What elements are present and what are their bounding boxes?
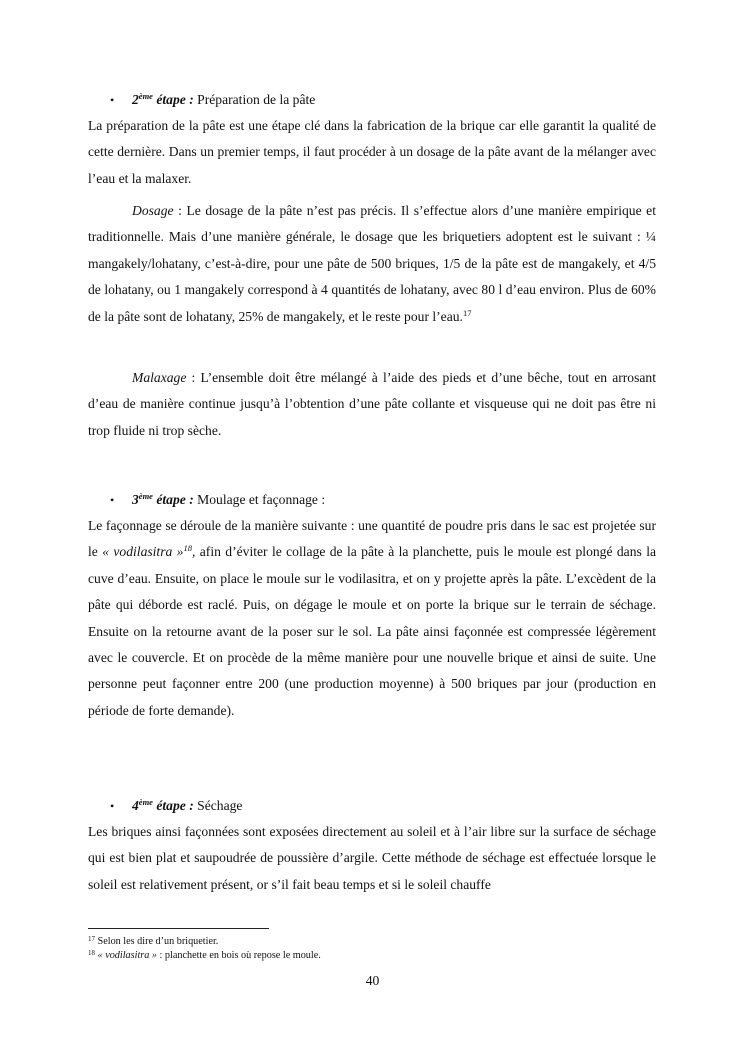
section-heading-2	[110, 90, 315, 110]
step-number: 4	[132, 798, 139, 813]
paragraph-sechage: Les briques ainsi façonnées sont exposées directement au soleil et à l’air libre sur la surface de séchage qui est bien plat et saupoudrée de poussière d’argile. Cette méthode de séchage est effectuée lorsque le soleil est relativement présent, or s’il fait beau temps et si le soleil chauffe	[88, 824, 656, 892]
section-title: Séchage	[197, 798, 243, 813]
footnote-term: « vodilasitra »	[97, 950, 157, 961]
footnote-18	[88, 949, 321, 962]
step-label: étape :	[156, 492, 194, 507]
bullet-icon: •	[110, 799, 115, 813]
footnote-ref-17[interactable]: 17	[462, 307, 472, 318]
footnote-number: 17	[88, 935, 95, 943]
bullet-icon: •	[110, 493, 115, 507]
footnote-number: 18	[88, 949, 95, 957]
step-label: étape :	[156, 798, 194, 813]
footnote-text: : planchette en bois où repose le moule.	[156, 950, 321, 961]
section-heading-3	[110, 490, 325, 510]
vodilasitra-term: « vodilasitra »	[102, 544, 184, 560]
moulage-text-before: Le façonnage se déroule de la manière suivante : une quantité de poudre pris dans le sac est projetée sur le	[88, 518, 656, 560]
bullet-icon: •	[110, 93, 115, 107]
paragraph-preparation-intro: La préparation de la pâte est une étape clé dans la fabrication de la brique car elle garantit la qualité de cette dernière. Dans un premier temps, il faut procéder à un dosage de la pâte avant de la mélanger avec l’eau et la malaxer.	[88, 118, 656, 186]
page-number: 40	[365, 973, 380, 988]
step-label: étape :	[156, 92, 194, 107]
dosage-term: Dosage	[132, 203, 174, 218]
step-superscript: ème	[138, 91, 153, 101]
section-title: Moulage et façonnage :	[197, 492, 326, 507]
paragraph-moulage	[88, 513, 656, 724]
section-title: Préparation de la pâte	[197, 92, 316, 107]
footnote-ref-18[interactable]: 18	[183, 543, 192, 554]
step-number: 2	[132, 92, 139, 107]
malaxage-term: Malaxage	[132, 370, 187, 385]
footnote-text: Selon les dire d’un briquetier.	[97, 936, 219, 947]
paragraph-malaxage	[88, 365, 656, 444]
footnote-separator	[88, 928, 269, 929]
footnote-17	[88, 935, 218, 948]
step-number: 3	[132, 492, 139, 507]
step-superscript: ème	[138, 797, 153, 807]
moulage-text-after: afin d’éviter le collage de la pâte à la planchette, puis le moule est plongé dans la cuve d’eau. Ensuite, on place le moule sur le vodilasitra, et on y projette après la pâte. L’excèdent de la pâte qui déborde est raclé. Puis, on dégage le moule et on porte la brique sur le terrain de séchage. Ensuite on la retourne avant de la poser sur le sol. La pâte ainsi façonnée est compressée légèrement avec le couvercle. Et on procède de la même manière pour une nouvelle brique et ainsi de suite. Une personne peut façonner entre 200 (une production moyenne) à 500 briques par jour (production en période de forte demande).	[88, 544, 656, 718]
section-heading-4	[110, 796, 242, 816]
dosage-text: : Le dosage de la pâte n’est pas précis. Il s’effectue alors d’une manière empirique et traditionnelle. Mais d’une manière générale, le dosage que les briquetiers adoptent est le suivant : ¼ mangakely/lohatany, c’est-à-dire, pour une pâte de 500 briques, 1/5 de la pâte est de mangakely, et 4/5 de lohatany, ou 1 mangakely correspond à 4 quantités de lohatany, avec 80 l d’eau environ. Plus de 60% de la pâte sont de lohatany, 25% de mangakely, et le reste pour l’eau.	[88, 203, 656, 324]
term-comma: ,	[191, 544, 196, 560]
step-superscript: ème	[138, 491, 153, 501]
malaxage-text: : L’ensemble doit être mélangé à l’aide des pieds et d’une bêche, tout en arrosant d’eau de manière continue jusqu’à l’obtention d’une pâte collante et visqueuse qui ne doit pas être ni trop fluide ni trop sèche.	[88, 370, 656, 438]
paragraph-dosage	[88, 198, 656, 330]
